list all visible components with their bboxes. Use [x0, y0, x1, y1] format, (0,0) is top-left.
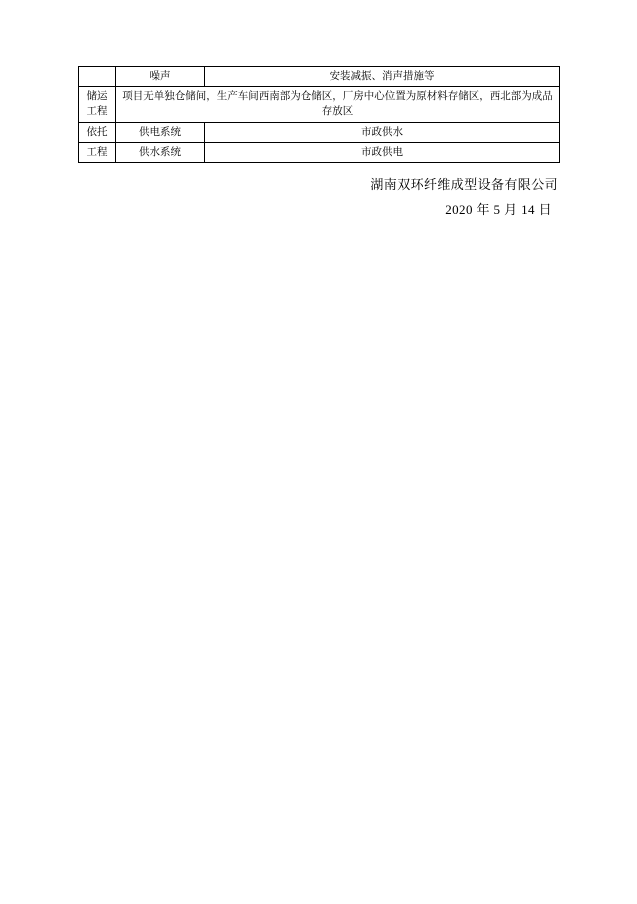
row-subject-cell: 供水系统 — [116, 142, 205, 162]
row-label-line: 工程 — [86, 106, 108, 118]
row-label-cell — [79, 67, 116, 87]
table-row — [79, 67, 560, 87]
signature-date: 2020 年 5 月 14 日 — [445, 201, 552, 217]
row-value-cell: 安装减振、消声措施等 — [205, 67, 560, 87]
signature-company: 湖南双环纤维成型设备有限公司 — [370, 177, 558, 193]
row-label-line: 储运 — [86, 91, 108, 103]
row-value-cell: 市政供电 — [205, 142, 560, 162]
document-body — [78, 66, 560, 222]
row-subject-cell: 噪声 — [116, 67, 205, 87]
row-subject-cell: 供电系统 — [116, 122, 205, 142]
table-row — [79, 122, 560, 142]
row-label-cell-storage — [79, 87, 116, 122]
row-description-cell: 项目无单独仓储间，生产车间西南部为仓储区，厂房中心位置为原材料存储区，西北部为成品存放区 — [116, 87, 560, 122]
table-row — [79, 142, 560, 162]
signature-block — [78, 173, 560, 222]
row-value-cell: 市政供水 — [205, 122, 560, 142]
row-label-cell: 工程 — [79, 142, 116, 162]
project-summary-table — [78, 66, 560, 163]
row-label-cell: 依托 — [79, 122, 116, 142]
table-row — [79, 87, 560, 122]
